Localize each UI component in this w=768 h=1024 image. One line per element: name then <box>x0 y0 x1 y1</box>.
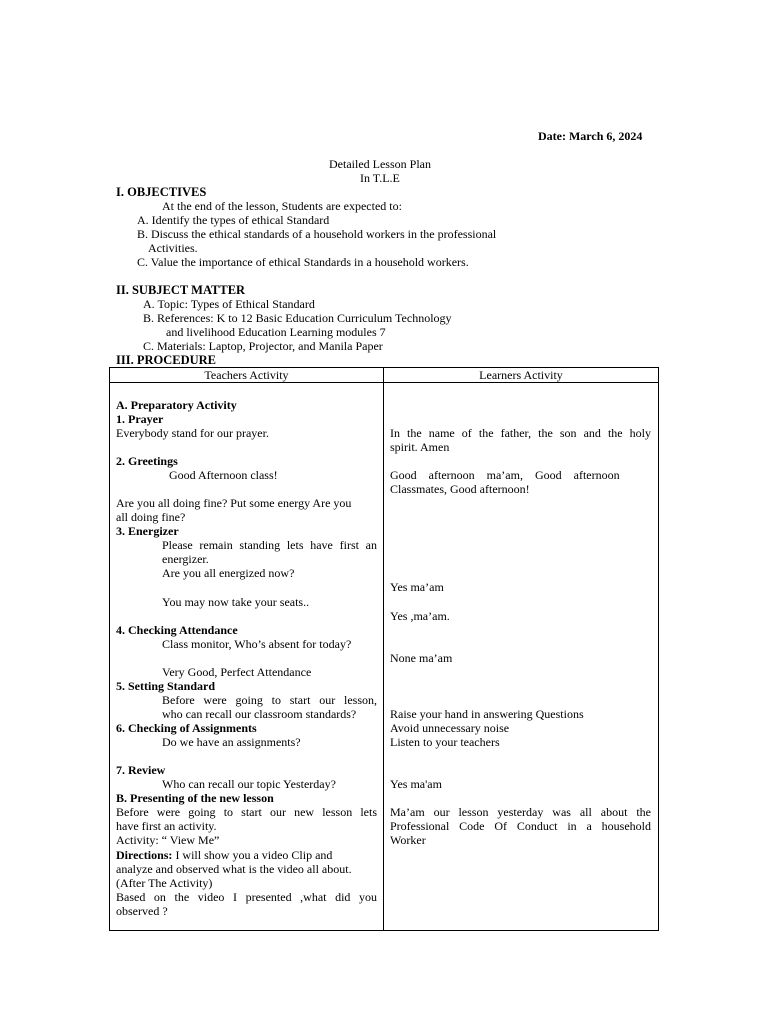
table-row <box>110 383 659 931</box>
prayer-heading: 1. Prayer <box>116 412 164 426</box>
question-text: Based on the video I presented ,what did you <box>116 890 377 904</box>
presenting-text: have first an activity. <box>116 819 217 833</box>
review-text: Who can recall our topic Yesterday? <box>162 777 336 791</box>
standard-text: who can recall our classroom standards? <box>162 707 357 721</box>
document-subtitle: In T.L.E <box>360 171 400 185</box>
objective-item: B. Discuss the ethical standards of a household workers in the professional <box>137 227 497 241</box>
energizer-heading: 3. Energizer <box>116 524 179 538</box>
standard-heading: 5. Setting Standard <box>116 679 216 693</box>
assignments-text: Do we have an assignments? <box>162 735 301 749</box>
objectives-heading: I. OBJECTIVES <box>116 185 207 199</box>
standard-response: Avoid unnecessary noise <box>390 721 510 735</box>
lesson-response: Ma’am our lesson yesterday was all about the <box>390 805 651 819</box>
after-activity-text: (After The Activity) <box>116 876 213 890</box>
directions-label: Directions: <box>116 848 173 862</box>
date-label: Date: March 6, 2024 <box>538 129 643 143</box>
attendance-heading: 4. Checking Attendance <box>116 623 238 637</box>
prep-heading: A. Preparatory Activity <box>116 398 237 412</box>
greetings-heading: 2. Greetings <box>116 454 178 468</box>
greetings-response: Good afternoon ma’am, Good afternoon <box>390 468 620 482</box>
references-line: and livelihood Education Learning modules 7 <box>166 325 386 339</box>
question-text: observed ? <box>116 904 168 918</box>
energizer-text: Are you all energized now? <box>162 566 295 580</box>
review-response: Yes ma'am <box>390 777 442 791</box>
prayer-response: spirit. Amen <box>390 440 450 454</box>
procedure-heading: III. PROCEDURE <box>116 353 217 367</box>
seats-response: Yes ,ma’am. <box>390 609 450 623</box>
directions-text: analyze and observed what is the video all about. <box>116 862 352 876</box>
prayer-text: Everybody stand for our prayer. <box>116 426 269 440</box>
objective-item: C. Value the importance of ethical Standards in a household workers. <box>137 255 469 269</box>
energizer-text: Please remain standing lets have first an <box>162 538 377 552</box>
presenting-heading: B. Presenting of the new lesson <box>116 791 274 805</box>
review-heading: 7. Review <box>116 763 166 777</box>
directions-text: I will show you a video Clip and <box>172 848 333 862</box>
standard-response: Listen to your teachers <box>390 735 500 749</box>
learner-column-header: Learners Activity <box>384 368 659 383</box>
attendance-text: Class monitor, Who’s absent for today? <box>162 637 352 651</box>
teacher-column-header: Teachers Activity <box>110 368 384 383</box>
document-title: Detailed Lesson Plan <box>329 157 431 171</box>
standard-text: Before were going to start our lesson, <box>162 693 377 707</box>
energizer-text: energizer. <box>162 552 209 566</box>
doing-fine-text: all doing fine? <box>116 510 186 524</box>
attendance-response: None ma’am <box>390 651 453 665</box>
materials-line: C. Materials: Laptop, Projector, and Manila Paper <box>143 339 383 353</box>
activity-title <box>116 833 219 847</box>
standard-response: Raise your hand in answering Questions <box>390 707 584 721</box>
table-header-row <box>110 368 659 383</box>
subject-matter-heading: II. SUBJECT MATTER <box>116 283 246 297</box>
seats-text: You may now take your seats.. <box>162 595 310 609</box>
activity-label: Activity: “ View Me” <box>116 833 220 847</box>
doing-fine-text: Are you all doing fine? Put some energy Are you <box>116 496 352 510</box>
greetings-response: Classmates, Good afternoon! <box>390 482 530 496</box>
lesson-response: Professional Code Of Conduct in a household <box>390 819 651 833</box>
perfect-attendance-text: Very Good, Perfect Attendance <box>162 665 312 679</box>
objectives-intro: At the end of the lesson, Students are expected to: <box>162 199 402 213</box>
references-line: B. References: K to 12 Basic Education Curriculum Technology <box>143 311 452 325</box>
objective-item: Activities. <box>148 241 198 255</box>
assignments-heading: 6. Checking of Assignments <box>116 721 257 735</box>
energizer-response: Yes ma’am <box>390 580 444 594</box>
learner-activity-cell <box>384 383 659 931</box>
topic-line: A. Topic: Types of Ethical Standard <box>143 297 315 311</box>
presenting-text: Before were going to start our new lesson lets <box>116 805 377 819</box>
objective-item: A. Identify the types of ethical Standard <box>137 213 330 227</box>
procedure-table <box>109 367 659 931</box>
prayer-response: In the name of the father, the son and the holy <box>390 426 651 440</box>
directions-line <box>116 848 332 862</box>
lesson-response: Worker <box>390 833 426 847</box>
teacher-activity-cell <box>110 383 384 931</box>
greetings-text: Good Afternoon class! <box>169 468 278 482</box>
